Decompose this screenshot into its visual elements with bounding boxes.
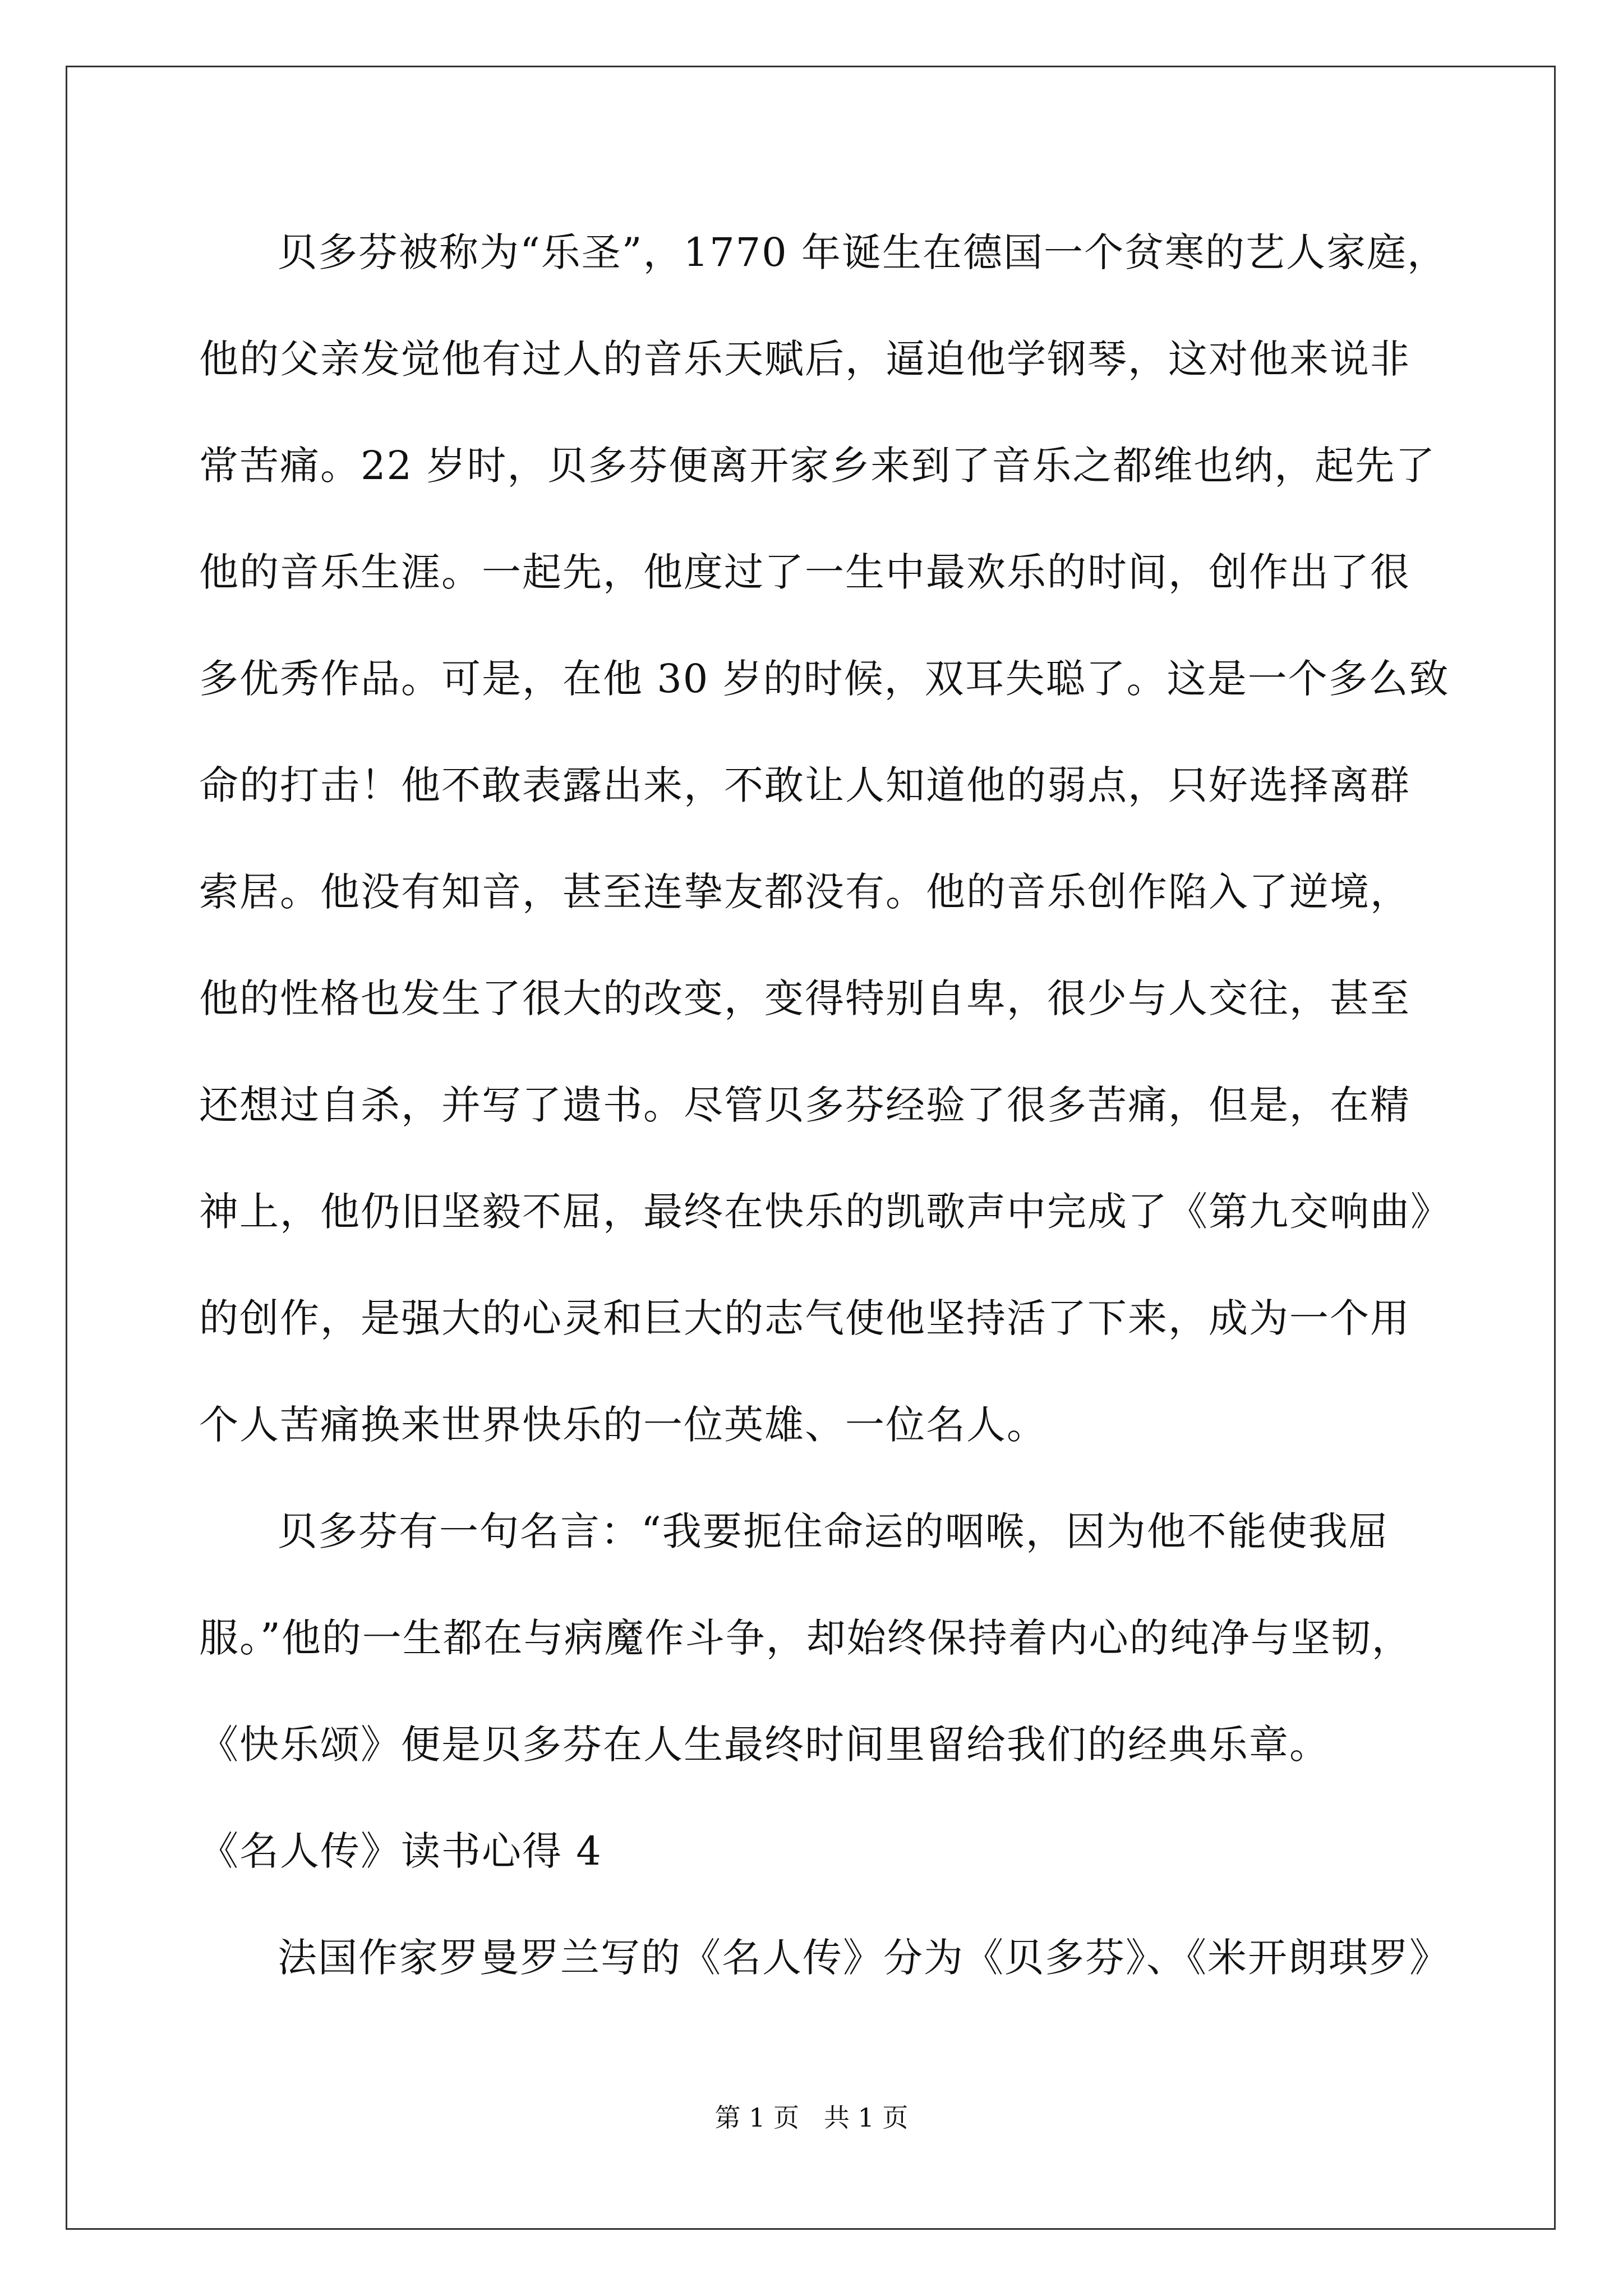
paragraph-1-line: 贝多芬被称为“乐圣”，1770 年诞生在德国一个贫寒的艺人家庭， bbox=[278, 229, 1447, 275]
paragraph-1-line: 神上，他仍旧坚毅不屈，最终在快乐的凯歌声中完成了《第九交响曲》 bbox=[199, 1189, 1451, 1235]
paragraph-2-line: 服。”他的一生都在与病魔作斗争，却始终保持着内心的纯净与坚韧， bbox=[199, 1615, 1412, 1661]
paragraph-1-line: 个人苦痛换来世界快乐的一位英雄、一位名人。 bbox=[199, 1402, 1047, 1448]
page-footer: 第 1 页 共 1 页 bbox=[714, 2102, 909, 2133]
paragraph-1-line: 他的性格也发生了很大的改变，变得特别自卑，很少与人交往，甚至 bbox=[199, 976, 1410, 1022]
paragraph-1-line: 索居。他没有知音，甚至连挚友都没有。他的音乐创作陷入了逆境， bbox=[199, 869, 1410, 915]
section-heading: 《名人传》读书心得 4 bbox=[199, 1828, 602, 1874]
paragraph-1-line: 命的打击！他不敢表露出来，不敢让人知道他的弱点，只好选择离群 bbox=[199, 762, 1410, 808]
paragraph-1-line: 还想过自杀，并写了遗书。尽管贝多芬经验了很多苦痛，但是，在精 bbox=[199, 1082, 1410, 1128]
paragraph-1-line: 他的音乐生涯。一起先，他度过了一生中最欢乐的时间，创作出了很 bbox=[199, 549, 1410, 595]
paragraph-1-line: 多优秀作品。可是，在他 30 岁的时候，双耳失聪了。这是一个多么致 bbox=[199, 656, 1450, 702]
paragraph-1-line: 常苦痛。22 岁时，贝多芬便离开家乡来到了音乐之都维也纳，起先了 bbox=[199, 443, 1436, 489]
paragraph-3-line: 法国作家罗曼罗兰写的《名人传》分为《贝多芬》、《米开朗琪罗》 bbox=[278, 1935, 1450, 1981]
page-border bbox=[66, 66, 1556, 2230]
paragraph-1-line: 的创作，是强大的心灵和巨大的志气使他坚持活了下来，成为一个用 bbox=[199, 1295, 1410, 1341]
paragraph-1-line: 他的父亲发觉他有过人的音乐天赋后，逼迫他学钢琴，这对他来说非 bbox=[199, 336, 1410, 382]
paragraph-2-line: 贝多芬有一句名言：“我要扼住命运的咽喉，因为他不能使我屈 bbox=[278, 1508, 1389, 1554]
paragraph-2-line: 《快乐颂》便是贝多芬在人生最终时间里留给我们的经典乐章。 bbox=[199, 1722, 1330, 1768]
